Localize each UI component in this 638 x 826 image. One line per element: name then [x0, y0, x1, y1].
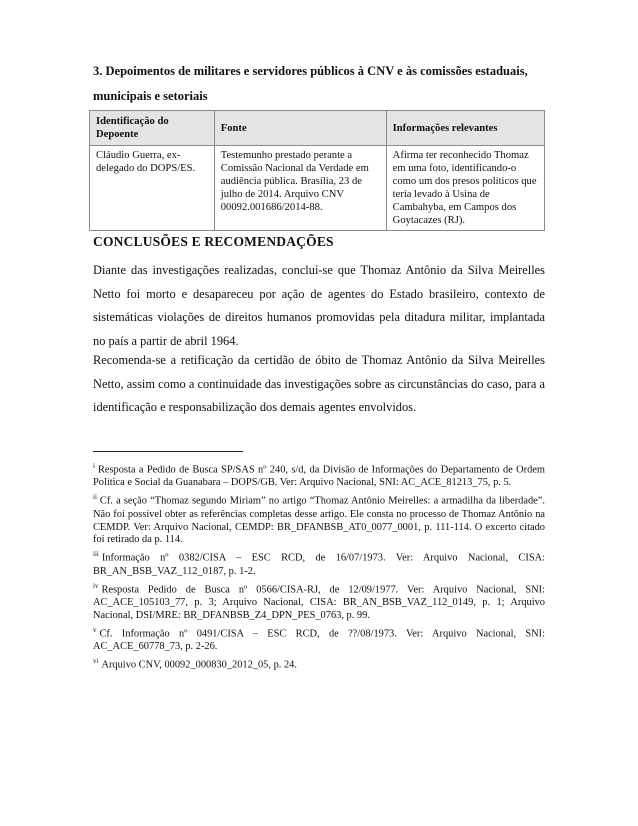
conclusions-title: CONCLUSÕES E RECOMENDAÇÕES [93, 234, 334, 249]
header-depoente: Identificação do Depoente [90, 111, 215, 146]
section-title: 3. Depoimentos de militares e servidores públicos à CNV e às comissões estaduais, municipais e setoriais [93, 64, 528, 103]
footnote-mark: iii [93, 550, 99, 559]
footnote-mark: vi [93, 657, 99, 666]
cell-fonte: Testemunho prestado perante a Comissão Nacional da Verdade em audiência pública. Brasília, 23 de julho de 2014. Arquivo CNV 00092.001686/2014-88. [214, 146, 386, 231]
footnote-mark: iv [93, 581, 99, 590]
footnote-text: Informação nº 0382/CISA – ESC RCD, de 16/07/1973. Ver: Arquivo Nacional, CISA: BR_AN_BSB_VAZ_112_0187, p. 1-2. [93, 552, 545, 577]
recommendations-paragraph: Recomenda-se a retificação da certidão de óbito de Thomaz Antônio da Silva Meirelles Netto, assim como a continuidade das investigações sobre as circunstâncias do caso, para a identificação e responsabilização dos demais agentes envolvidos. [93, 353, 545, 414]
footnote [93, 491, 545, 547]
testimony-table [89, 110, 545, 231]
footnote-separator [93, 451, 243, 452]
footnote-text: Cf. a seção “Thomaz segundo Miriam” no artigo “Thomaz Antônio Meirelles: a armadilha da liberdade”. Não foi possível obter as referências completas desse artigo. Ele consta no processo de Thomaz Antônio na CEMDP. Ver: Arquivo Nacional, CEMDP: BR_DFANBSB_AT0_0077_0001, p. 111-114. O excerto citado foi retirado da p. 114. [93, 495, 545, 546]
header-informacoes: Informações relevantes [386, 111, 544, 146]
conclusions-paragraph: Diante das investigações realizadas, conclui-se que Thomaz Antônio da Silva Meirelles Netto foi morto e desapareceu por ação de agentes do Estado brasileiro, contexto de sistemáticas violações de direitos humanos promovidas pela ditadura militar, implantada no país a partir de abril 1964. [93, 263, 545, 348]
footnote-mark: ii [93, 493, 97, 502]
footnote-text: Resposta a Pedido de Busca SP/SAS nº 240, s/d, da Divisão de Informações do Departamento de Ordem Política e Social da Guanabara – DOPS/GB. Ver: Arquivo Nacional, SNI: AC_ACE_81213_75, p. 5. [93, 464, 545, 489]
footnote-mark: i [93, 462, 95, 470]
footnote [93, 624, 545, 654]
table-row [90, 146, 545, 231]
cell-informacoes: Afirma ter reconhecido Thomaz em uma foto, identificando-o como um dos presos políticos que teria levado à Usina de Cambahyba, em Campos dos Goytacazes (RJ). [386, 146, 544, 231]
footnote-text: Cf. Informação nº 0491/CISA – ESC RCD, de ??/08/1973. Ver: Arquivo Nacional, SNI: AC_ACE_60778_73, p. 2-26. [93, 628, 545, 653]
footnote-text: Resposta Pedido de Busca nº 0566/CISA-RJ, de 12/09/1977. Ver: Arquivo Nacional, SNI: AC_ACE_105103_77, p. 3; Arquivo Nacional, CISA: BR_AN_BSB_VAZ_112_0149, p. 1; Arquivo Nacional, DSI/MRE: BR_DFANBSB_Z4_DPN_PES_0763, p. 99. [93, 584, 545, 621]
footnotes [93, 460, 545, 674]
footnote [93, 580, 545, 623]
footnote-mark: v [93, 625, 97, 634]
table-header-row [90, 111, 545, 146]
footnote [93, 548, 545, 578]
header-fonte: Fonte [214, 111, 386, 146]
footnote [93, 655, 545, 672]
cell-depoente: Cláudio Guerra, ex-delegado do DOPS/ES. [90, 146, 215, 231]
footnote [93, 460, 545, 490]
footnote-text: Arquivo CNV, 00092_000830_2012_05, p. 24. [101, 659, 297, 671]
